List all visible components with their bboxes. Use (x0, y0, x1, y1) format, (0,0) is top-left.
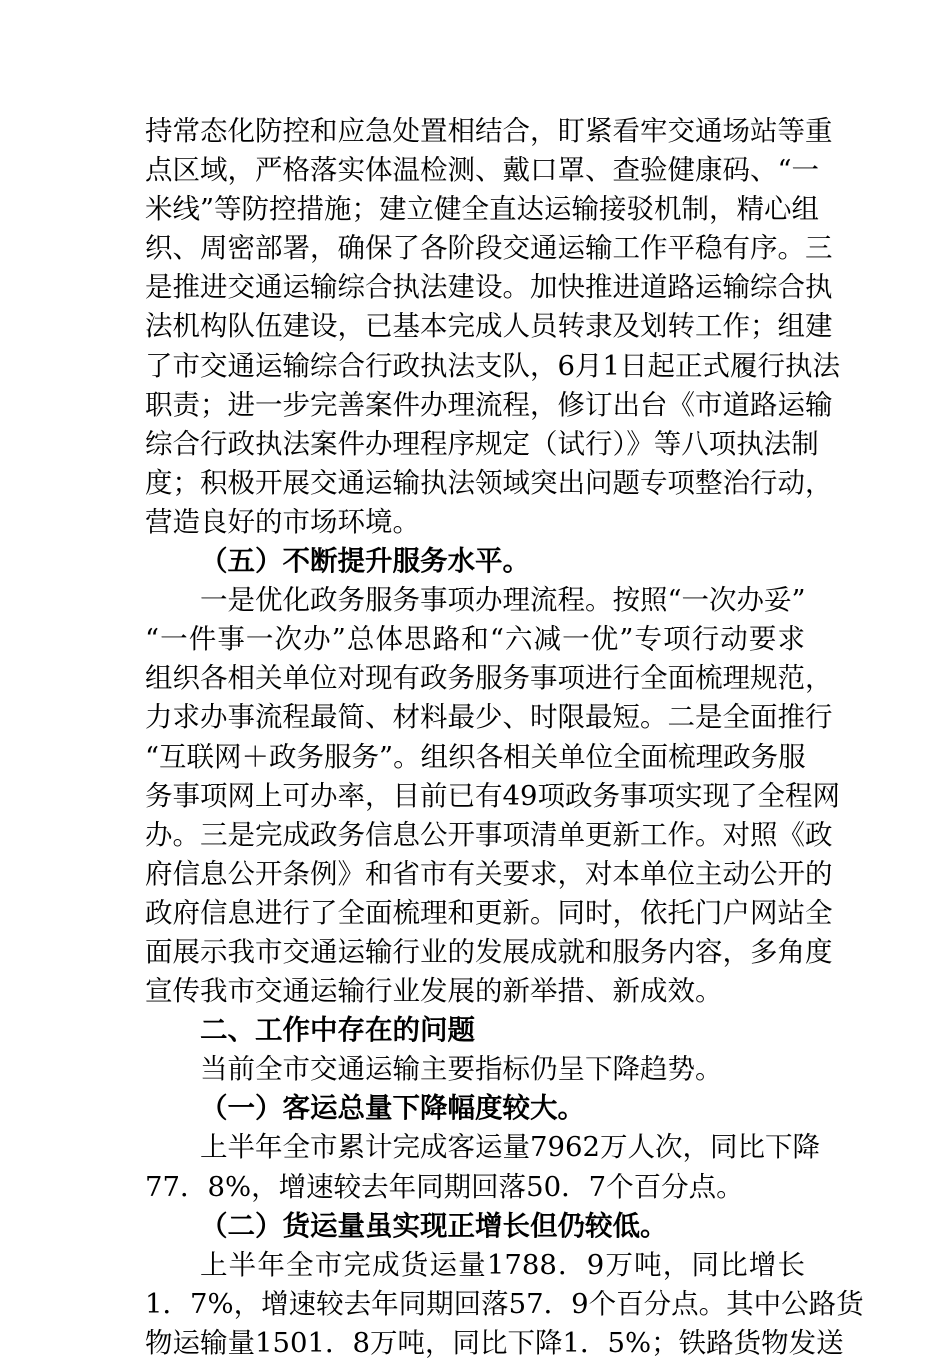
text-line: 力求办事流程最简、材料最少、时限最短。二是全面推行 (145, 701, 833, 734)
text-line: 1．7%，增速较去年同期回落57．9个百分点。其中公路货 (145, 1287, 864, 1320)
text-line: 是推进交通运输综合执法建设。加快推进道路运输综合执 (145, 271, 833, 304)
section-heading: （二）货运量虽实现正增长但仍较低。 (200, 1209, 668, 1242)
text-line: 法机构队伍建设，已基本完成人员转隶及划转工作；组建 (145, 310, 833, 343)
text-line: 米线”等防控措施；建立健全直达运输接驳机制，精心组 (145, 193, 820, 226)
text-line: “互联网＋政务服务”。组织各相关单位全面梳理政务服 (145, 740, 806, 773)
document-body (145, 112, 864, 1363)
text-line: 77．8%，增速较去年同期回落50．7个百分点。 (145, 1170, 744, 1203)
text-line: 办。三是完成政务信息公开事项清单更新工作。对照《政 (145, 818, 833, 851)
text-line: 当前全市交通运输主要指标仍呈下降趋势。 (200, 1053, 723, 1086)
text-line: 度；积极开展交通运输执法领域突出问题专项整治行动， (145, 466, 833, 499)
text-line: 营造良好的市场环境。 (145, 505, 420, 538)
text-line: 组织各相关单位对现有政务服务事项进行全面梳理规范， (145, 662, 833, 695)
text-line: 府信息公开条例》和省市有关要求，对本单位主动公开的 (145, 857, 833, 890)
text-line: 宣传我市交通运输行业发展的新举措、新成效。 (145, 975, 723, 1008)
text-line: 务事项网上可办率，目前已有49项政务事项实现了全程网 (145, 779, 840, 812)
text-line: 职责；进一步完善案件办理流程，修订出台《市道路运输 (145, 388, 833, 421)
text-line: “一件事一次办”总体思路和“六减一优”专项行动要求 (145, 623, 805, 656)
text-line: 点区域，严格落实体温检测、戴口罩、查验健康码、“一 (145, 154, 820, 187)
section-heading: （一）客运总量下降幅度较大。 (200, 1092, 585, 1125)
text-line: 织、周密部署，确保了各阶段交通运输工作平稳有序。三 (145, 232, 833, 265)
section-heading: （五）不断提升服务水平。 (200, 545, 530, 578)
text-line: 持常态化防控和应急处置相结合，盯紧看牢交通场站等重 (145, 115, 833, 147)
text-line: 上半年全市累计完成客运量7962万人次，同比下降 (200, 1131, 820, 1164)
chapter-heading: 二、工作中存在的问题 (200, 1014, 475, 1047)
text-line: 物运输量1501．8万吨，同比下降1．5%；铁路货物发送 (145, 1326, 844, 1359)
text-line: 了市交通运输综合行政执法支队，6月1日起正式履行执法 (145, 349, 840, 382)
text-line: 面展示我市交通运输行业的发展成就和服务内容，多角度 (145, 935, 833, 968)
text-line: 政府信息进行了全面梳理和更新。同时，依托门户网站全 (145, 896, 833, 929)
text-line: 一是优化政务服务事项办理流程。按照“一次办妥” (200, 584, 806, 617)
text-line: 综合行政执法案件办理程序规定（试行）》等八项执法制 (145, 427, 819, 460)
text-line: 上半年全市完成货运量1788．9万吨，同比增长 (200, 1248, 805, 1281)
